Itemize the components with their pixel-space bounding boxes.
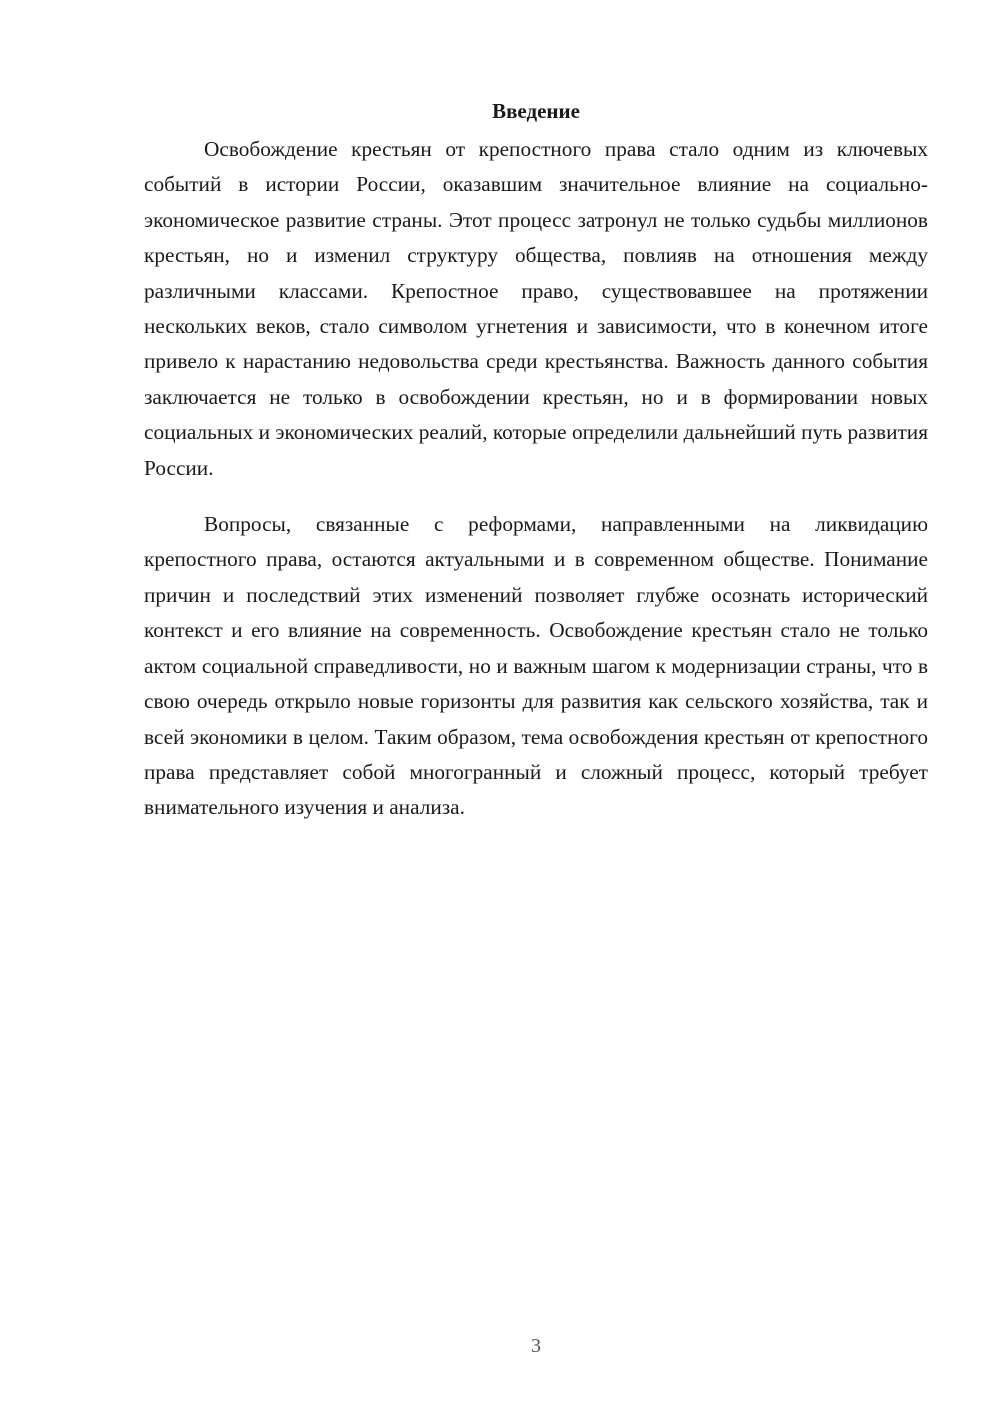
section-title: Введение	[492, 99, 580, 123]
paragraph-2: Вопросы, связанные с реформами, направленными на ликвидацию крепостного права, остаются актуальными и в современном обществе. Понимание причин и последствий этих изменений позволяет глубже осознать исторический контекст и его влияние на современность. Освобождение крестьян стало не только актом социальной справедливости, но и важным шагом к модернизации страны, что в свою очередь открыло новые горизонты для развития как сельского хозяйства, так и всей экономики в целом. Таким образом, тема освобождения крестьян от крепостного права представляет собой многогранный и сложный процесс, который требует внимательного изучения и анализа.	[144, 512, 928, 820]
page-number: 3	[531, 1335, 541, 1357]
paragraph-1: Освобождение крестьян от крепостного права стало одним из ключевых событий в истории России, оказавшим значительное влияние на социально-экономическое развитие страны. Этот процесс затронул не только судьбы миллионов крестьян, но и изменил структуру общества, повлияв на отношения между различными классами. Крепостное право, существовавшее на протяжении нескольких веков, стало символом угнетения и зависимости, что в конечном итоге привело к нарастанию недовольства среди крестьянства. Важность данного события заключается не только в освобождении крестьян, но и в формировании новых социальных и экономических реалий, которые определили дальнейший путь развития России.	[144, 137, 928, 480]
page-content	[144, 95, 928, 826]
